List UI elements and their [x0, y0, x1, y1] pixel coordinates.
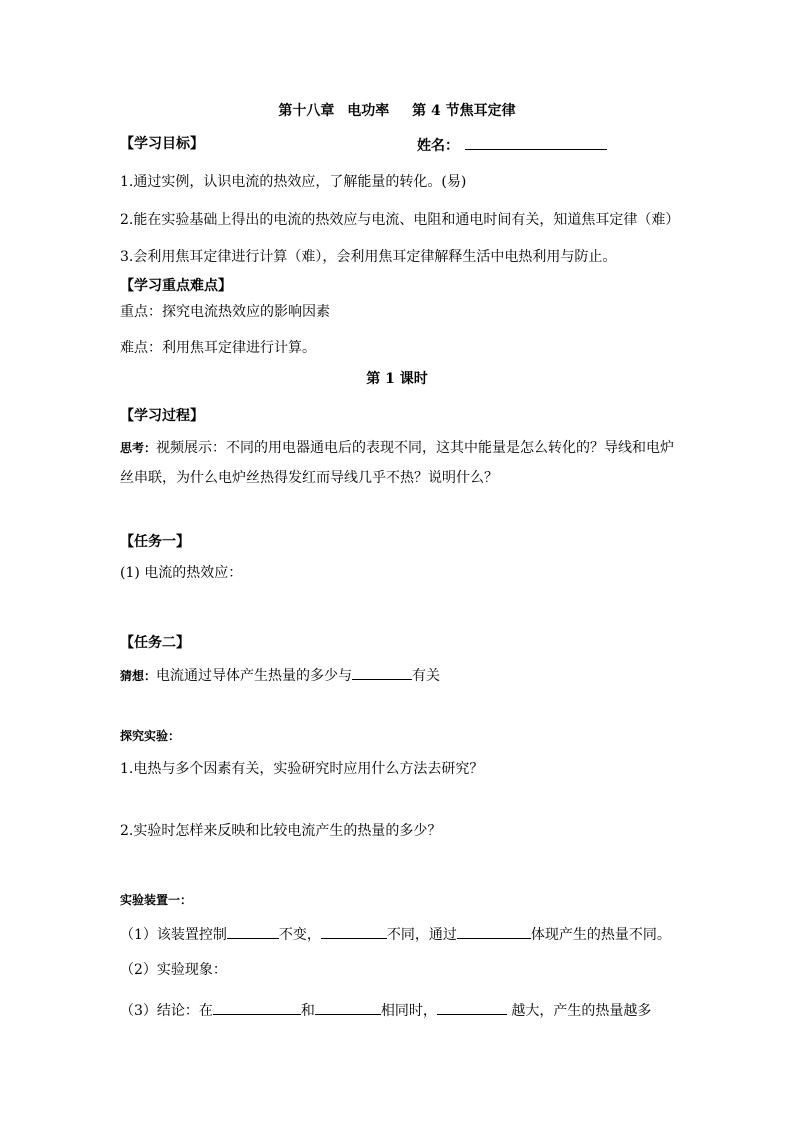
explore-question-1: 1.电热与多个因素有关，实验研究时应用什么方法去研究？: [120, 761, 484, 777]
key-points-heading: 【学习重点难点】: [120, 278, 232, 294]
device1-line-3: [120, 999, 651, 1021]
chapter-label: 第十八章: [278, 103, 335, 119]
think-text-1: 视频展示：不同的用电器通电后的表现不同，这其中能量是怎么转化的？导线和电炉: [156, 440, 675, 456]
key-point: 重点：探究电流热效应的影响因素: [120, 304, 330, 320]
guess-suffix: 有关: [412, 668, 441, 684]
chapter-topic: 电功率: [347, 103, 390, 119]
device1-blank-1: [227, 923, 279, 939]
explore-heading: 探究实验：: [120, 729, 181, 743]
name-label: 姓名：: [417, 138, 459, 154]
guess-text: 电流通过导体产生热量的多少与: [156, 668, 353, 684]
name-blank: [465, 134, 607, 150]
device1-blank-4: [213, 999, 301, 1015]
device1-blank-3: [457, 923, 531, 939]
section-label: 第 4 节焦耳定律: [412, 103, 516, 119]
lesson-title: 第 1 课时: [366, 371, 428, 387]
device1-l1-text-a: （1）该装置控制: [120, 927, 227, 943]
device1-heading: 实验装置一：: [120, 893, 193, 907]
task1-item: (1) 电流的热效应：: [120, 565, 243, 581]
guess-line: [120, 664, 440, 686]
device1-l1-text-b: 不变，: [278, 927, 321, 943]
task1-heading: 【任务一】: [120, 534, 190, 550]
think-label: 思考：: [120, 441, 157, 455]
objective-item-2: 2.能在实验基础上得出的电流的热效应与电流、电阻和通电时间有关，知道焦耳定律（难）: [120, 212, 680, 228]
task2-heading: 【任务二】: [120, 635, 190, 651]
process-heading: 【学习过程】: [120, 408, 204, 424]
device1-l1-text-c: 不同，通过: [386, 927, 457, 943]
device1-line-1: [120, 923, 671, 945]
objective-item-1: 1.通过实例，认识电流的热效应，了解能量的转化。(易): [120, 174, 467, 190]
think-line-2: 丝串联，为什么电炉丝热得发红而导线几乎不热？说明什么？: [120, 470, 498, 486]
name-field: [417, 134, 607, 156]
device1-blank-2: [321, 923, 387, 939]
device1-l3-text-d: 越大，产生的热量越多: [506, 1003, 652, 1019]
guess-label: 猜想：: [120, 669, 157, 683]
device1-line-2: （2）实验现象：: [120, 962, 227, 978]
device1-l3-text-b: 和: [300, 1003, 315, 1019]
difficulty-point: 难点：利用焦耳定律进行计算。: [120, 340, 316, 356]
device1-l3-text-a: （3）结论：在: [120, 1003, 213, 1019]
device1-blank-6: [437, 999, 507, 1015]
device1-l3-text-c: 相同时，: [380, 1003, 437, 1019]
device1-blank-5: [315, 999, 381, 1015]
page-title: [0, 101, 794, 121]
explore-question-2: 2.实验时怎样来反映和比较电流产生的热量的多少？: [120, 823, 442, 839]
device1-l1-text-d: 体现产生的热量不同。: [530, 927, 671, 943]
think-line-1: [120, 438, 674, 458]
objective-item-3: 3.会利用焦耳定律进行计算（难），会利用焦耳定律解释生活中电热利用与防止。: [120, 249, 617, 265]
guess-blank: [352, 664, 412, 680]
objectives-heading: 【学习目标】: [120, 136, 204, 152]
